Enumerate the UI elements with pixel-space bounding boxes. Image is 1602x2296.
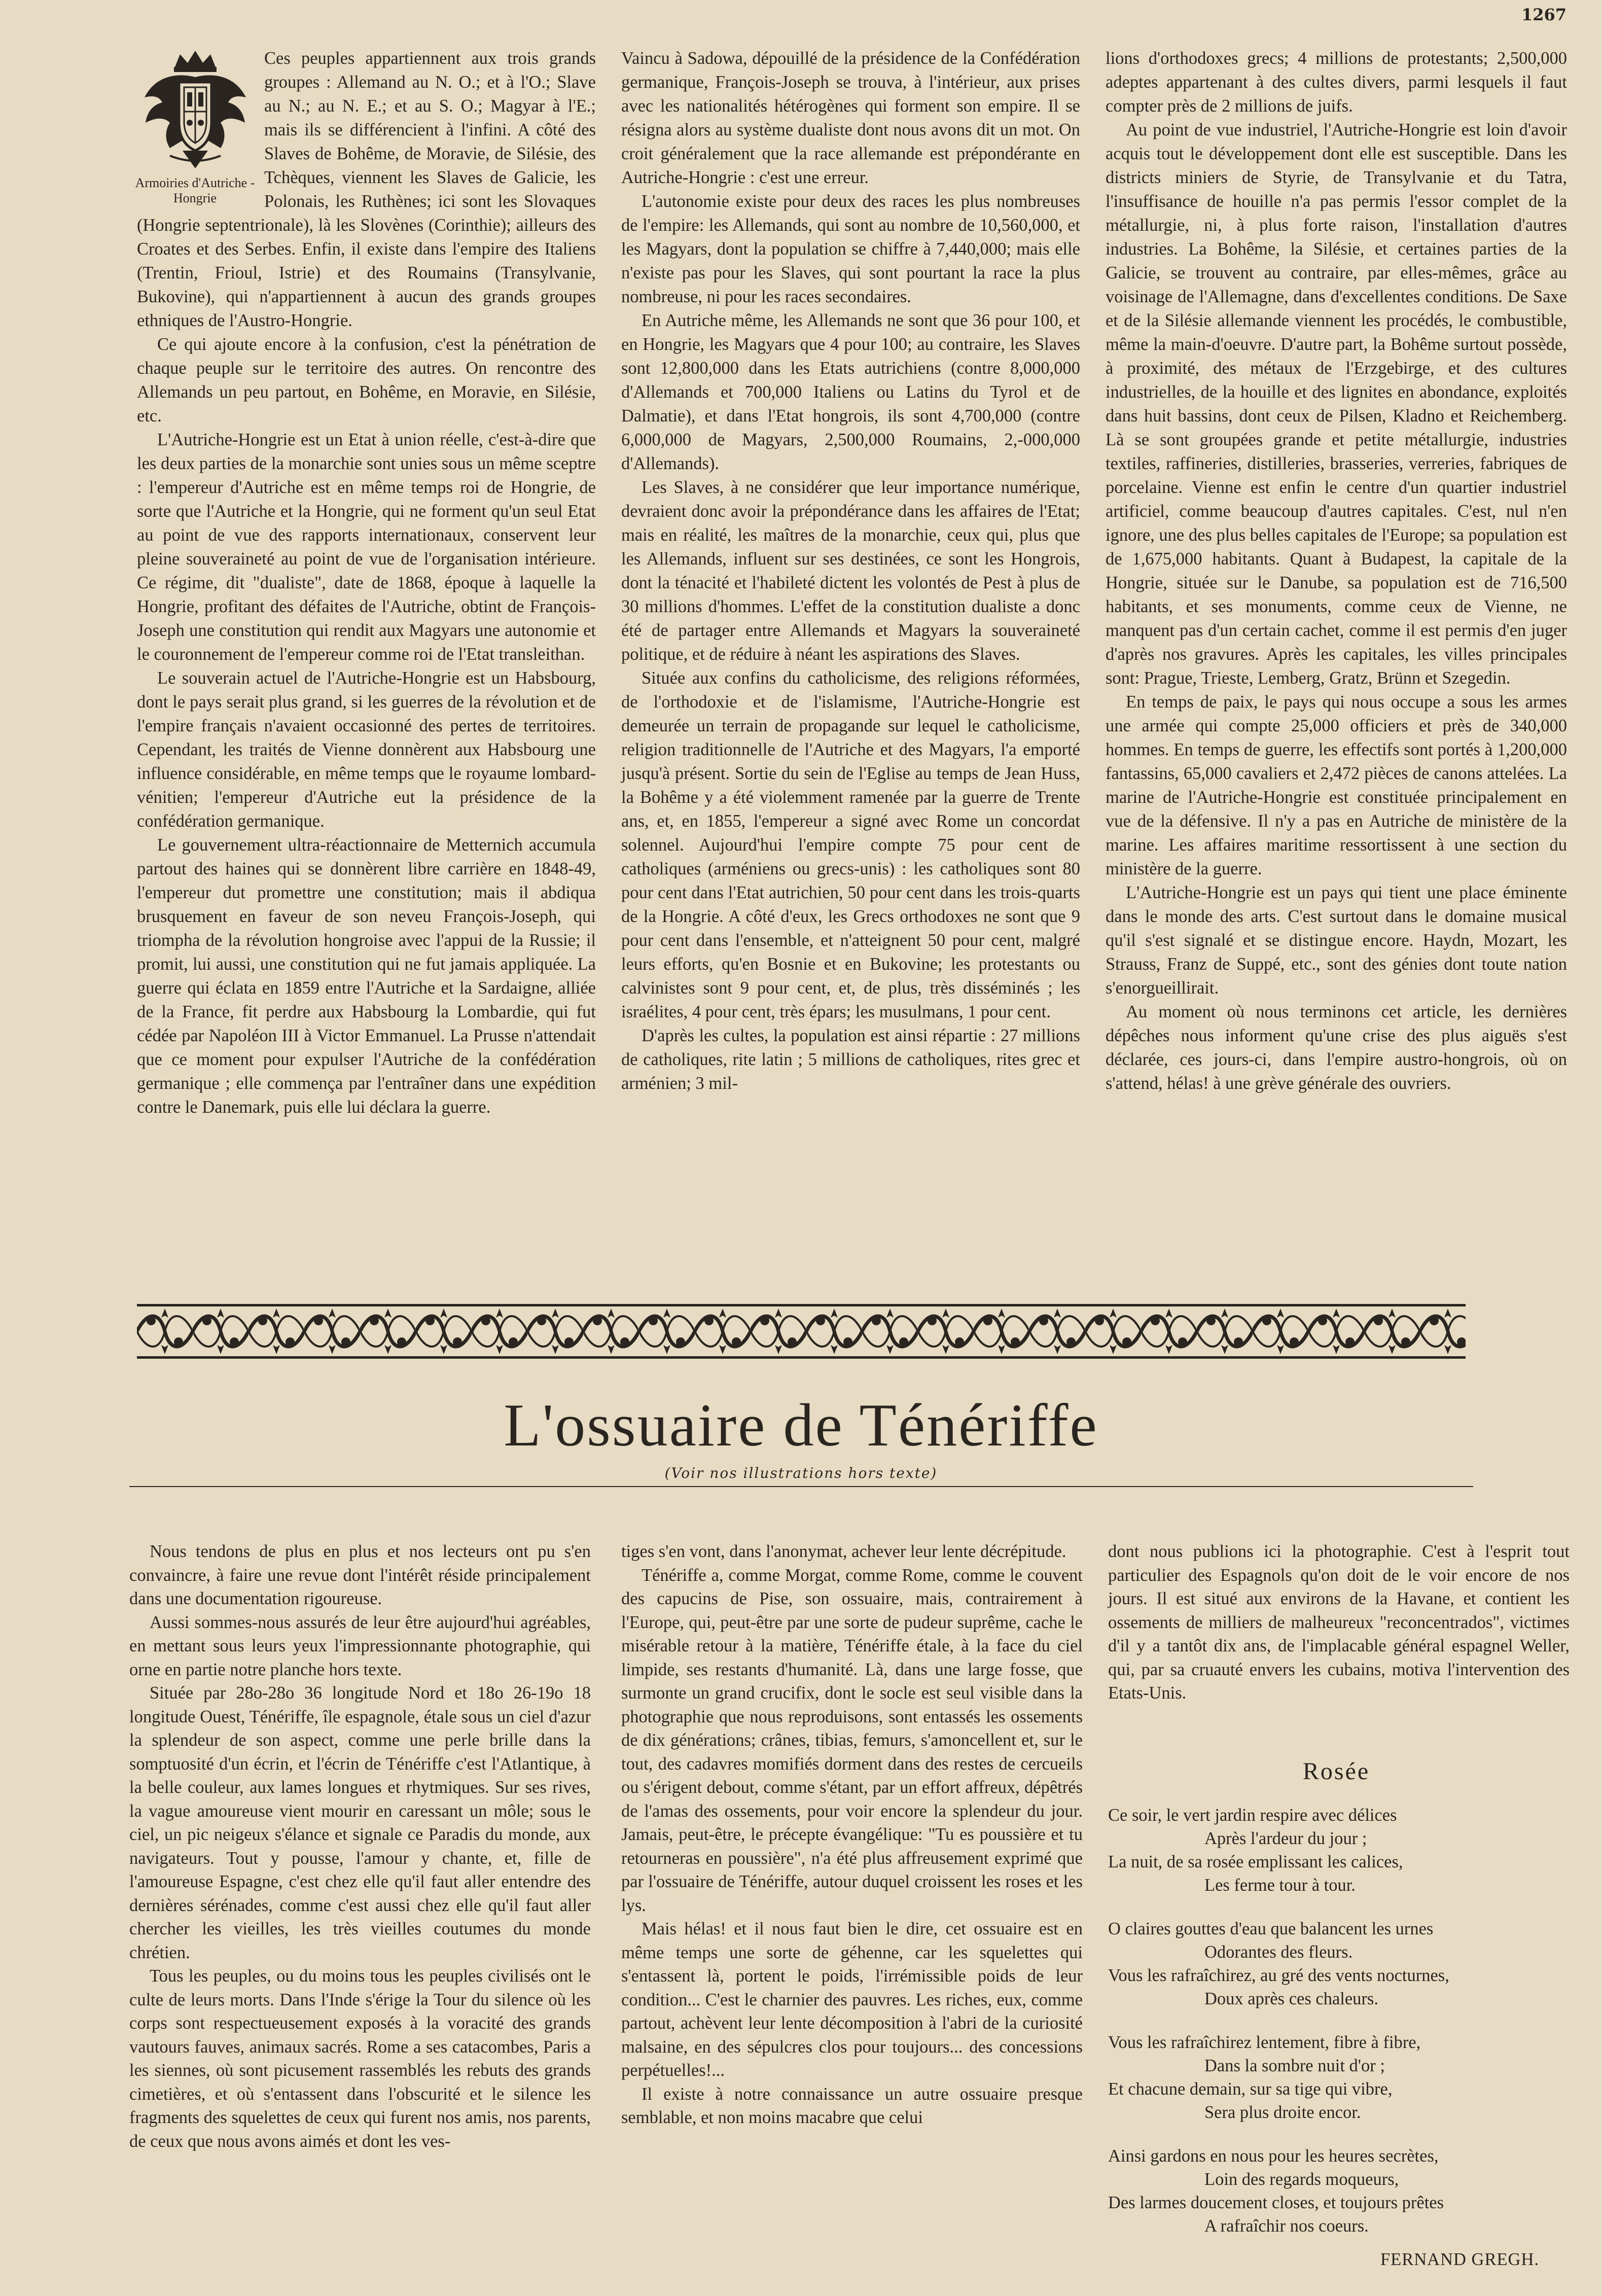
poem-stanza (1108, 2031, 1564, 2124)
poem-line: Sera plus droite encor. (1204, 2103, 1361, 2122)
paragraph: Au point de vue industriel, l'Autriche-Hongrie est loin d'avoir acquis tout le développement dont elle est susceptible. Dans les districts miniers de Styrie, de Transylvanie et du Tatra, l'insuffisance de houille n'a pas permis l'essor complet de la métallurgie, ni, à plus forte raison, l'installation d'autres industries. La Bohême, la Silésie, et certaines parties de la Galicie, se trouvent au contraire, par elles-mêmes, grâce au voisinage de l'Allemagne, dans d'excellentes conditions. De Saxe et de la Silésie allemande viennent les procédés, le combustible, même la main-d'oeuvre. D'autre part, la Bohême surtout possède, à proximité, des métaux de l'Erzgebirge, et des cultures industrielles, de la houille et des lignites en abondance, exploités dans huit bassins, dont ceux de Pilsen, Kladno et Reichemberg. Là se sont groupées grande et petite métallurgie, industries textiles, raffineries, distilleries, brasseries, verreries, fabriques de porcelaine. Vienne est enfin le centre d'un quartier industriel artificiel, comme beaucoup d'autres capitales. C'est, nul n'en ignore, une des plus belles capitales de l'Europe; sa population est de 1,675,000 habitants. Quant à Budapest, la capitale de la Hongrie, située sur le Danube, sa population est de 716,500 habitants, et ses monuments, comme ceux de Vienne, ne manquent pas d'un certain cachet, comme il est permis d'en juger d'après nos gravures. Après les capitales, les villes principales sont: Prague, Trieste, Lemberg, Gratz, Brünn et Szegedin. (1106, 120, 1567, 688)
paragraph: Le gouvernement ultra-réactionnaire de Metternich accumula partout des haines qui se donnèrent libre carrière en 1848-49, l'empereur dut promettre une constitution; mais il abdiqua brusquement en faveur de son neveu François-Joseph, qui triompha de la révolution hongroise avec l'appui de la Russie; il promit, lui aussi, une constitution qui ne fut jamais appliquée. La guerre qui éclata en 1859 entre l'Autriche et la Sardaigne, alliée de la France, fit perdre aux Habsbourg la Lombardie, qui fut cédée par Napoléon III à Victor Emmanuel. La Prusse n'attendait que ce moment pour expulser l'Autriche de la confédération germanique ; elle commença par l'entraîner dans une expédition contre le Danemark, puis elle lui déclara la guerre. (137, 835, 596, 1117)
paragraph: L'Autriche-Hongrie est un Etat à union réelle, c'est-à-dire que les deux parties de la monarchie sont unies sous un même sceptre : l'empereur d'Autriche est en même temps roi de Hongrie, de sorte que l'Autriche et la Hongrie, qui ne forment qu'un seul Etat au point de vue des rapports internationaux, conservent leur pleine souveraineté au point de vue de l'organisation intérieure. Ce régime, dit "dualiste", date de 1868, époque à laquelle la Hongrie, profitant des défaites de l'Autriche, obtint de François-Joseph une constitution qui rendit aux Magyars une autonomie et le couronnement de l'empereur comme roi de l'Etat transleithan. (137, 430, 596, 664)
paragraph: En Autriche même, les Allemands ne sont que 36 pour 100, et en Hongrie, les Magyars que 4 pour 100; au contraire, les Slaves sont 12,800,000 dans les Etats autrichiens (contre 8,000,000 d'Allemands et 700,000 Italiens ou Latins du Tyrol et de Dalmatie), et dans l'Etat hongrois, ils sont 4,700,000 (contre 6,000,000 de Magyars, 2,500,000 Roumains, 2,-000,000 d'Allemands). (621, 311, 1080, 473)
paragraph: Il existe à notre connaissance un autre ossuaire presque semblable, et non moins macabre que celui (621, 2084, 1083, 2127)
page-number: 1267 (1521, 5, 1567, 24)
paragraph: L'Autriche-Hongrie est un pays qui tient une place éminente dans le monde des arts. C'est surtout dans le domaine musical qu'il s'est signalé et se distingue encore. Haydn, Mozart, les Strauss, Franz de Suppé, etc., sont des génies dont toute nation s'enorgueillirait. (1106, 883, 1567, 998)
poem-title: Rosée (1302, 1758, 1370, 1785)
paragraph: Ténériffe a, comme Morgat, comme Rome, comme le couvent des capucins de Pise, son ossuaire, mais, contrairement à l'Europe, qui, peut-être par une sorte de pudeur suprême, cache le misérable retour à la matière, Ténériffe étale, à la face du ciel limpide, ses restants d'humanité. Là, dans une large fosse, que surmonte un grand crucifix, dont le socle est seul visible dans la photographie que nous reproduisons, sont entassés les ossements de dix générations; crânes, tibias, femurs, s'amoncellent et, sur le tout, des cadavres momifiés dorment dans des restes de cercueils ou s'érigent debout, comme s'étant, par un effort affreux, dépêtrés de l'amas des ossements, pour voir encore la splendeur du jour. Jamais, peut-être, le précepte évangélique: "Tu es poussière et tu retourneras en poussière", n'a été plus affreusement exprimé que par l'ossuaire de Ténériffe, autour duquel croissent les roses et les lys. (621, 1565, 1083, 1915)
article-column-3 (1108, 1540, 1570, 1705)
coat-of-arms-icon (139, 47, 251, 173)
paragraph: Les Slaves, à ne considérer que leur importance numérique, devraient donc avoir la prépondérance dans les affaires de l'Etat; mais en réalité, les maîtres de la monarchie, ceux qui, plus que les Allemands, influent sur ses destinées, ce sont les Hongrois, dont la ténacité et l'habileté dictent les volontés de Pest à plus de 30 millions d'hommes. L'effet de la constitution dualiste a donc été de partager entre Allemands et Magyars la souveraineté politique, et de réduire à néant les aspirations des Slaves. (621, 478, 1080, 664)
poem-line: O claires gouttes d'eau que balancent les urnes (1108, 1919, 1434, 1938)
poem-stanza (1108, 1804, 1564, 1897)
poem-line: Ainsi gardons en nous pour les heures secrètes, (1108, 2146, 1439, 2166)
paragraph: En temps de paix, le pays qui nous occupe a sous les armes une armée qui compte 25,000 officiers et près de 340,000 hommes. En temps de guerre, les effectifs sont portés à 1,200,000 fantassins, 65,000 cavaliers et 2,472 pièces de canons attelées. La marine de l'Autriche-Hongrie est constituée principalement en vue de la défensive. Il n'y a pas en Autriche de ministère de la marine. Les affaires maritime ressortissent à une section du ministère de la guerre. (1106, 692, 1567, 878)
column-3 (1106, 47, 1567, 1096)
paragraph: Située aux confins du catholicisme, des religions réformées, de l'orthodoxie et de l'islamisme, l'Autriche-Hongrie est demeurée un terrain de propagande sur lequel le catholicisme, religion traditionnelle de l'Autriche et des Magyars, l'a emporté jusqu'à présent. Sortie du sein de l'Eglise au temps de Jean Huss, la Bohême y a été violemment ramenée par la guerre de Trente ans, et, en 1855, l'empereur a signé avec Rome un concordat solennel. Aujourd'hui l'empire compte 75 pour cent de catholiques (arméniens ou grecs-unis) : les catholiques sont 80 pour cent dans l'Etat autrichien, 50 pour cent dans les trois-quarts de la Hongrie. A côté d'eux, les Grecs orthodoxes ne sont que 9 pour cent dans l'ensemble, et n'atteignent 50 pour cent, malgré leurs efforts, qu'en Bosnie et en Bukovine; les protestants ou calvinistes sont 9 pour cent, et, de plus, très disséminés ; les israélites, 4 pour cent, très épars; les musulmans, 1 pour cent. (621, 668, 1080, 1021)
paragraph: Tous les peuples, ou du moins tous les peuples civilisés ont le culte de leurs morts. Dans l'Inde s'érige la Tour du silence où les corps sont respectueusement exposés à la voracité des grands vautours fauves, animaux sacrés. Rome a ses catacombes, Paris a les siennes, où sont picusement rassemblés les rebuts des grands cimetières, et où s'entassent dans l'obscurité et le silence les fragments des squelettes de ceux qui furent nos amis, nos parents, de ceux que nous avons aimés et dont les ves- (129, 1966, 591, 2151)
article-column-2 (621, 1540, 1083, 2130)
paragraph: dont nous publions ici la photographie. C'est à l'esprit tout particulier des Espagnols qu'on doit de le voir encore de nos jours. Il est situé aux environs de la Havane, et contient les ossements de milliers de malheureux "reconcentrados", victimes d'il y a tantôt dix ans, de l'implacable général espagnel Weller, qui, par sa cruauté envers les cubains, motiva l'intervention des Etats-Unis. (1108, 1542, 1570, 1703)
paragraph: Ce qui ajoute encore à la confusion, c'est la pénétration de chaque peuple sur le territoire des autres. On rencontre des Allemands un peu partout, en Bohême, en Moravie, en Silésie, etc. (137, 335, 596, 426)
column-1 (137, 47, 596, 1119)
paragraph: Nous tendons de plus en plus et nos lecteurs ont pu s'en convaincre, à faire une revue dont l'intérêt réside principalement dans une documentation rigoureuse. (129, 1542, 591, 1608)
floral-ornament-icon (137, 1303, 1466, 1359)
poem-line: Après l'ardeur du jour ; (1204, 1829, 1367, 1848)
coat-of-arms (133, 47, 257, 209)
poem-line: Doux après ces chaleurs. (1204, 1989, 1378, 2008)
poem-stanza (1108, 1917, 1564, 2010)
paragraph: Mais hélas! et il nous faut bien le dire, cet ossuaire est en même temps une sorte de géhenne, car les squelettes qui s'entassent là, portent le poids, l'irrémissible poids de leur condition... C'est le charnier des pauvres. Les riches, eux, comme partout, achèvent leur lente décomposition à l'abri de la curiosité malsaine, en des sépulcres clos pour toujours... des concessions perpétuelles!... (621, 1919, 1083, 2080)
poem-line: Des larmes doucement closes, et toujours prêtes (1108, 2193, 1444, 2212)
paragraph: Ces peuples appartiennent aux trois grands groupes : Allemand au N. O.; et à l'O.; Slave au N.; au N. E.; et au S. O.; Magyar à l'E.; mais ils se différencient à l'infini. A côté des Slaves de Bohême, de Moravie, de Silésie, des Tchèques, viennent les Slaves de Galicie, les Polonais, les Ruthènes; ici sont les Slovaques (Hongrie septentrionale), là les Slovènes (Corinthie); ailleurs des Croates et des Serbes. Enfin, il existe dans l'empire des Italiens (Trentin, Frioul, Istrie) et des Roumains (Transylvanie, Bukovine), qui n'appartiennent à aucun des grands groupes ethniques de l'Austro-Hongrie. (137, 49, 596, 330)
paragraph: Située par 28o-28o 36 longitude Nord et 18o 26-19o 18 longitude Ouest, Ténériffe, île espagnole, étale sous un ciel d'azur la splendeur de son aspect, comme une perle brille dans la somptuosité d'un écrin, et l'écrin de Ténériffe c'est l'Atlantique, à la belle couleur, aux lames longues et rhytmiques. Sur ses rives, la vague amoureuse vient mourir en caressant un môle; sous le ciel, un pic neigeux s'élance et signale ce Paradis du monde, aux navigateurs. Tout y pousse, l'amour y chante, et, fille de l'amoureuse Espagne, c'est chez elle qu'il faut aller entendre des dernières sérénades, comme c'est aussi chez elle qu'il faut aller chercher les vieilles, les très vieilles coutumes du monde chrétien. (129, 1683, 591, 1962)
coat-of-arms-caption: Armoiries d'Autriche - Hongrie (135, 175, 255, 205)
paragraph: Le souverain actuel de l'Autriche-Hongrie est un Habsbourg, dont le pays serait plus grand, si les guerres de la révolution et de l'empire français n'avaient occasionné des pertes de territoires. Cependant, les traités de Vienne donnèrent aux Habsbourg une influence considérable, en même temps que le royaume lombard-vénitien; l'empereur d'Autriche eut la présidence de la confédération germanique. (137, 668, 596, 831)
poem-line: Dans la sombre nuit d'or ; (1204, 2056, 1385, 2075)
poem-line: Les ferme tour à tour. (1204, 1876, 1356, 1895)
poem-line: La nuit, de sa rosée emplissant les calices, (1108, 1852, 1403, 1871)
poem-author: FERNAND GREGH. (1380, 2250, 1539, 2269)
article-column-1 (129, 1540, 591, 2153)
paragraph: Aussi sommes-nous assurés de leur être aujourd'hui agréables, en mettant sous leurs yeux l'impressionnante photographie, qui orne en partie notre planche hors texte. (129, 1612, 591, 1679)
title-divider (129, 1486, 1473, 1487)
poem-line: Loin des regards moqueurs, (1204, 2170, 1399, 2189)
poem-line: Vous les rafraîchirez lentement, fibre à fibre, (1108, 2033, 1421, 2052)
column-2 (621, 47, 1080, 1096)
paragraph: Au moment où nous terminons cet article, les dernières dépêches nous informent qu'une crise des plus aiguës s'est déclarée, ces jours-ci, dans l'empire austro-hongrois, où on s'attend, hélas! à une grève générale des ouvriers. (1106, 1002, 1567, 1093)
paragraph: L'autonomie existe pour deux des races les plus nombreuses de l'empire: les Allemands, qui sont au nombre de 10,560,000, et les Magyars, dont la population se chiffre à 7,440,000; mais elle n'existe pas pour les Slaves, qui sont pourtant la race la plus nombreuse, ni pour les races secondaires. (621, 192, 1080, 306)
poem-line: Odorantes des fleurs. (1204, 1942, 1353, 1962)
poem-line: Et chacune demain, sur sa tige qui vibre, (1108, 2079, 1393, 2099)
poem-stanza (1108, 2144, 1564, 2238)
poem-line: Vous les rafraîchirez, au gré des vents nocturnes, (1108, 1966, 1449, 1985)
poem-line: A rafraîchir nos coeurs. (1204, 2216, 1369, 2236)
poem-line: Ce soir, le vert jardin respire avec délices (1108, 1806, 1397, 1825)
article-title: L'ossuaire de Ténériffe (504, 1391, 1098, 1459)
paragraph: Vaincu à Sadowa, dépouillé de la présidence de la Confédération germanique, François-Joseph se trouva, à l'intérieur, aux prises avec les nationalités hétérogènes qui forment son empire. Il se résigna alors au système dualiste dont nous avons dit un mot. On croit généralement que la race allemande est prépondérante en Autriche-Hongrie : c'est une erreur. (621, 49, 1080, 187)
paragraph: D'après les cultes, la population est ainsi répartie : 27 millions de catholiques, rite latin ; 5 millions de catholiques, rites grec et arménien; 3 mil- (621, 1026, 1080, 1093)
article-subtitle: (Voir nos illustrations hors texte) (664, 1465, 938, 1481)
paragraph: tiges s'en vont, dans l'anonymat, achever leur lente décrépitude. (621, 1542, 1066, 1561)
paragraph: lions d'orthodoxes grecs; 4 millions de protestants; 2,500,000 adeptes appartenant à des cultes divers, parmi lesquels il faut compter près de 2 millions de juifs. (1106, 49, 1567, 116)
poem (1108, 1760, 1564, 2271)
